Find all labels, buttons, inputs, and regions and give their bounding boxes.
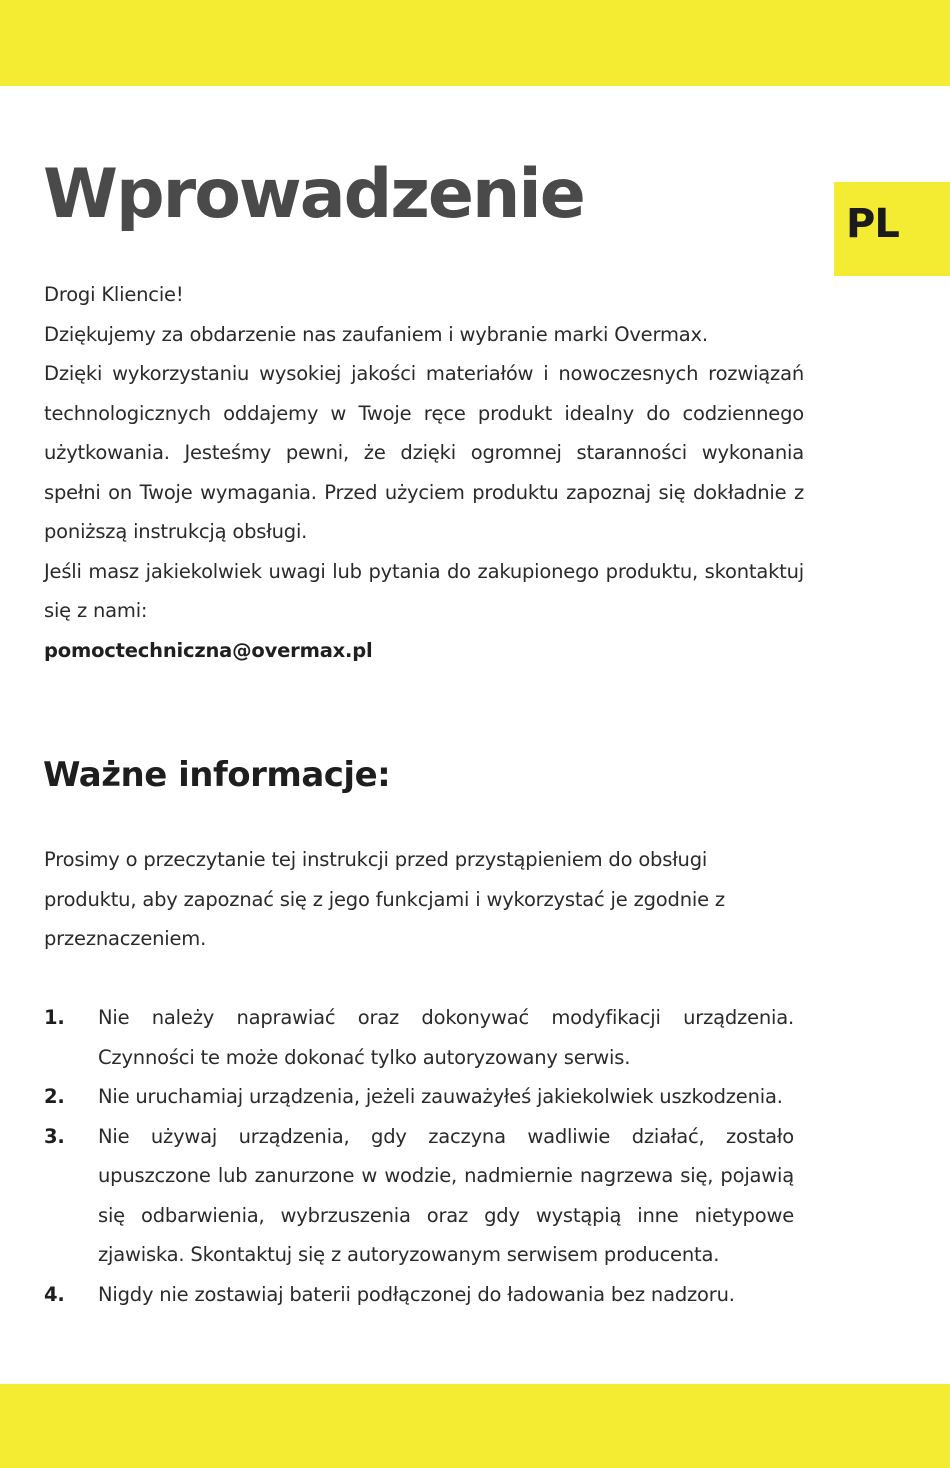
list-item-number: 4. xyxy=(44,1282,65,1306)
list-item-text: Nigdy nie zostawiaj baterii podłączonej do ładowania bez nadzoru. xyxy=(98,1282,735,1306)
list-item-text: Nie uruchamiaj urządzenia, jeżeli zauważyłeś jakiekolwiek uszkodzenia. xyxy=(98,1085,783,1108)
important-info-heading: Ważne informacje: xyxy=(43,755,391,795)
list-item xyxy=(44,998,794,1077)
language-tab xyxy=(834,182,950,276)
list-item xyxy=(44,1117,794,1275)
page-title: Wprowadzenie xyxy=(43,155,584,234)
list-item-text: Nie należy naprawiać oraz dokonywać modyfikacji urządzenia. Czynności te może dokonać tylko autoryzowany serwis. xyxy=(98,1006,794,1069)
intro-greeting: Drogi Kliencie! xyxy=(44,283,184,306)
list-item-text: Nie używaj urządzenia, gdy zaczyna wadliwie działać, zostało upuszczone lub zanurzone w wodzie, nadmiernie nagrzewa się, pojawią się odbarwienia, wybrzuszenia oraz gdy wystąpią inne nietypowe zjawiska. Skontaktuj się z autoryzowanym serwisem producenta. xyxy=(98,1124,794,1266)
intro-body: Dzięki wykorzystaniu wysokiej jakości materiałów i nowoczesnych rozwiązań technologicznych oddajemy w Twoje ręce produkt idealny do codziennego użytkowania. Jesteśmy pewni, że dzięki ogromnej staranności wykonania spełni on Twoje wymagania. Przed użyciem produktu zapoznaj się dokładnie z poniższą instrukcją obsługi. xyxy=(44,362,804,543)
intro-thanks: Dziękujemy za obdarzenie nas zaufaniem i wybranie marki Overmax. xyxy=(44,322,708,346)
top-color-band xyxy=(0,0,950,86)
important-info-lead: Prosimy o przeczytanie tej instrukcji przed przystąpieniem do obsługi produktu, aby zapoznać się z jego funkcjami i wykorzystać je zgodnie z przeznaczeniem. xyxy=(44,848,725,950)
list-item-number: 3. xyxy=(44,1124,65,1148)
safety-list xyxy=(44,998,804,1314)
list-item-number: 2. xyxy=(44,1085,65,1108)
list-item xyxy=(44,1275,794,1315)
list-item xyxy=(44,1077,794,1117)
intro-section xyxy=(44,275,804,670)
language-tab-label: PL xyxy=(846,201,899,247)
intro-contact: Jeśli masz jakiekolwiek uwagi lub pytania do zakupionego produktu, skontaktuj się z nami: xyxy=(44,559,804,622)
bottom-color-band xyxy=(0,1384,950,1468)
support-email-link[interactable]: pomoctechniczna@overmax.pl xyxy=(44,638,373,662)
list-item-number: 1. xyxy=(44,1006,65,1029)
